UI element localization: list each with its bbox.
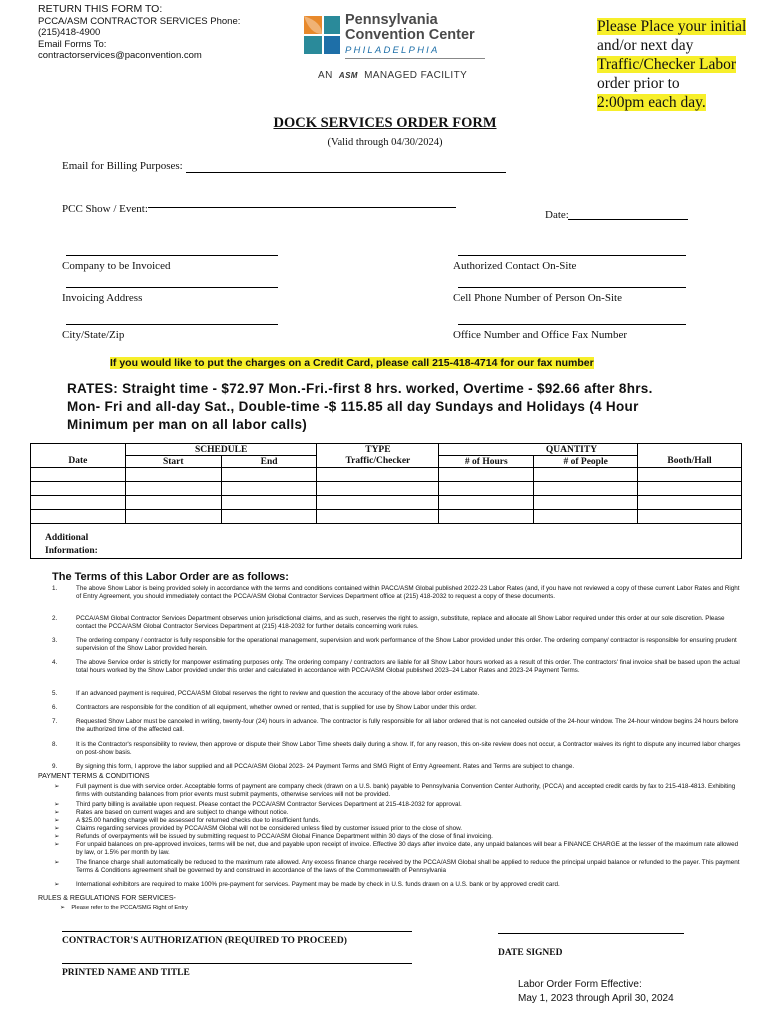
date-label: Date: [545,209,569,221]
table-cell[interactable] [439,510,534,524]
note-line: and/or next day [597,37,694,54]
return-email[interactable]: contractorservices@paconvention.com [38,50,202,61]
table-row [31,482,742,496]
logo-divider [345,58,485,59]
table-cell[interactable] [221,496,317,510]
table-cell[interactable] [534,510,638,524]
col-type: Traffic/Checker [317,456,439,468]
managed-prefix: AN [318,70,333,81]
term-text: The above Show Labor is being provided solely in accordance with the terms and conditions contained within PACC/ASM Global published 2022-23 Labor Rates (and, if you have not reviewed a copy of these current Labor Rates and Right of Entry Agreement, you should immediately contact the PCCA/ASM Global Contractor Services Department office at (215) 418-2032 to request a copy of these documents. [76,585,740,601]
term-text: By signing this form, I approve the labor supplied and all PCCA/ASM Global 2023- 24 Payment Terms and SMG Right of Entry Agreement. Rates and Terms are subject to change. [76,763,575,770]
additional-info-row [31,524,742,559]
table-cell[interactable] [439,468,534,482]
table-cell[interactable] [125,482,221,496]
table-cell[interactable] [534,482,638,496]
cell-field[interactable] [458,287,686,288]
term-text: Contractors are responsible for the condition of all equipment, whether owned or rented, that is supplied for use by Show Labor under this order. [76,704,477,711]
bullet-arrow-icon: ➢ [54,833,60,840]
payment-text: Third party billing is available upon request. Please contact the PCCA/ASM Contractor Services Department at 215-418-2032 for approval. [76,801,462,808]
additional-label-1: Additional [45,533,89,543]
type-group-header: TYPE [317,444,439,456]
table-header-row [31,456,742,468]
return-line: Email Forms To: [38,38,107,50]
term-number: 7. [52,718,58,725]
term-text: PCCA/ASM Global Contractor Services Department observes union jurisdictional claims, and as such, reserves the right to assign, substitute, replace and allocate all Show Labor required under this order at our sole discretion. Please contact the PCCA/ASM Global Contractor Services Department at (215) 418-2032 for further details concerning work rules. [76,615,725,631]
table-row [31,468,742,482]
table-cell[interactable] [125,468,221,482]
date-signed-label: DATE SIGNED [498,948,563,958]
term-number: 3. [52,637,58,644]
payment-text: The finance charge shall automatically be reduced to the maximum rate allowed. Any excess finance charge received by the PCCA/ASM Global shall be applied to reduce the principal unpaid balance or refunded to the payer. This payment Terms & Conditions agreement shall be governed by and construed in accordance of the laws of the Commonwealth of Pennsylvania [76,859,740,874]
payment-text: For unpaid balances on pre-approved invoices, terms will be net, due and payable upon receipt of invoice. Effective 30 days after invoice date, any unpaid balances will bear a FINANCE CHARGE at the lesser of the maximum rate allowed by law, or 1.5% per month by law. [76,841,739,856]
managed-suffix: MANAGED FACILITY [364,70,468,81]
header-cell [31,444,126,456]
term-text: If an advanced payment is required, PCCA/ASM Global reserves the right to review and question the accuracy of the above labor order estimate. [76,690,480,697]
col-hours: # of Hours [439,456,534,468]
term-text: It is the Contractor's responsibility to review, then approve or dispute their Show Labor Time sheets daily during a show. If, for any reason, this on-site review does not occur, a Contractor waives its right to dispute any incurred labor charges on post-show basis. [76,741,741,757]
payment-text: A $25.00 handling charge will be assessed for returned checks due to insufficient funds. [76,817,321,824]
table-cell[interactable] [534,496,638,510]
payment-terms-title: PAYMENT TERMS & CONDITIONS [38,773,150,780]
bullet-arrow-icon: ➢ [54,809,60,816]
note-line: order prior to [597,75,680,92]
table-cell[interactable] [125,510,221,524]
table-cell[interactable] [221,510,317,524]
credit-card-note-text: If you would like to put the charges on a Credit Card, please call 215-418-4714 for our fax number [110,357,594,369]
bullet-arrow-icon: ➢ [54,825,60,832]
logo-line-3: PHILADELPHIA [345,45,440,56]
col-people: # of People [534,456,638,468]
term-text: The above Service order is strictly for manpower estimating purposes only. The ordering company / contractors are liable for all Show Labor hours worked as a result of this order. The contractors' final invoice shall be based upon the actual total hours worked by the Show Labor provided under this order and calculated in accordance with PCCA/ASM Global published 2023–24 Labor Rates and 2023-24 Payment Terms. [76,659,740,675]
col-start: Start [125,456,221,468]
managed-facility-line [318,70,467,81]
table-cell[interactable] [317,496,439,510]
table-cell[interactable] [317,468,439,482]
table-row [31,496,742,510]
rules-title: RULES & REGULATIONS FOR SERVICES- [38,895,176,902]
email-label: Email for Billing Purposes: [62,160,183,172]
bullet-arrow-icon: ➢ [54,859,60,866]
printed-name-label: PRINTED NAME AND TITLE [62,968,190,978]
table-cell[interactable] [534,468,638,482]
additional-label-2: Information: [45,546,98,556]
show-label: PCC Show / Event: [62,203,148,215]
table-cell[interactable] [439,496,534,510]
date-signed-field[interactable] [498,933,684,934]
show-field[interactable] [148,207,456,208]
table-cell[interactable] [221,468,317,482]
bullet-arrow-icon: ➢ [54,783,60,790]
terms-title: The Terms of this Labor Order are as follows: [52,571,289,583]
company-label: Company to be Invoiced [62,260,171,272]
date-field[interactable] [568,219,688,220]
bullet-arrow-icon: ➢ [54,881,60,888]
logo-line-2: Convention Center [345,27,475,43]
initial-note [597,17,746,112]
col-end: End [221,456,317,468]
table-group-header-row [31,444,742,456]
table-row [31,510,742,524]
convention-center-logo-icon [300,12,344,58]
note-line: Traffic/Checker Labor [597,56,737,73]
table-cell[interactable] [638,468,742,482]
additional-info-cell[interactable] [31,524,742,559]
schedule-table [30,443,742,559]
quantity-group-header: QUANTITY [439,444,638,456]
table-cell[interactable] [125,496,221,510]
term-number: 8. [52,741,58,748]
printed-name-field[interactable] [62,963,412,964]
term-number: 5. [52,690,58,697]
city-field[interactable] [66,324,278,325]
rates-text: RATES: Straight time - $72.97 Mon.-Fri.-first 8 hrs. worked, Overtime - $92.66 after 8hrs. Mon- Fri and all-day Sat., Double-time -$ 115.85 all day Sundays and Holidays (4 Hour Minimum per man on all labor calls) [67,381,653,432]
return-line: (215)418-4900 [38,27,101,38]
payment-text: International exhibitors are required to make 100% pre-payment for services. Payment may be made by check in U.S. funds drawn on a U.S. bank or by approved credit card. [76,881,560,888]
contractor-authorization-label: CONTRACTOR'S AUTHORIZATION (REQUIRED TO PROCEED) [62,936,347,946]
valid-through: (Valid through 04/30/2024) [327,137,443,148]
cell-label: Cell Phone Number of Person On-Site [453,292,622,304]
schedule-group-header: SCHEDULE [125,444,317,456]
table-cell[interactable] [638,496,742,510]
bullet-arrow-icon: ➢ [60,905,65,911]
rules-item [60,905,188,911]
table-cell[interactable] [638,482,742,496]
return-line: PCCA/ASM CONTRACTOR SERVICES Phone: [38,15,241,27]
form-effective-note [518,978,674,1006]
payment-text: Claims regarding services provided by PCCA/ASM Global will not be considered unless filed by customer issued prior to the close of show. [76,825,463,832]
company-field[interactable] [66,255,278,256]
payment-text: Full payment is due with service order. Acceptable forms of payment are company check (drawn on a U.S. bank) payable to Pennsylvania Convention Center Authority, (PCCA) and accepted credit cards by fax to 215-418-4813. Exhibiting firms with outstanding balances from prior events must submit payments, otherwise services will not be provided. [76,783,736,798]
payment-text: Refunds of overpayments will be issued by submitting request to PCCA/ASM Global Finance Department within 30 days of the close of final invoicing. [76,833,493,840]
term-number: 9. [52,763,58,770]
bullet-arrow-icon: ➢ [54,801,60,808]
table-cell[interactable] [317,482,439,496]
office-field[interactable] [458,324,686,325]
contractor-signature-field[interactable] [62,931,412,932]
bullet-arrow-icon: ➢ [54,817,60,824]
payment-text: Rates are based on current wages and are subject to change without notice. [76,809,289,816]
credit-card-note [110,357,594,369]
return-address-block [38,4,240,62]
note-line: 2:00pm each day. [597,94,706,111]
table-cell[interactable] [31,496,126,510]
table-cell[interactable] [638,510,742,524]
asm-brand: ASM [338,71,358,80]
contact-field[interactable] [458,255,686,256]
col-booth: Booth/Hall [638,456,742,468]
term-text: Requested Show Labor must be canceled in writing, twenty-four (24) hours in advance. The contractor is fully responsible for all labor ordered that is not canceled outside of the 24-hour window. The 24-hour window begins 24 hours before the authorized time of the affected call. [76,718,739,734]
address-field[interactable] [66,287,278,288]
term-number: 4. [52,659,58,666]
email-field[interactable] [186,172,506,173]
address-label: Invoicing Address [62,292,143,304]
col-date: Date [31,456,126,468]
office-label: Office Number and Office Fax Number [453,329,628,341]
table-cell[interactable] [439,482,534,496]
term-number: 2. [52,615,58,622]
table-cell[interactable] [31,510,126,524]
term-text: The ordering company / contractor is fully responsible for the operational management, supervision and work performance of the Show Labor provided under this order. The ordering company/ contractor is responsible for ensuring prudent supervision of the Show Labor provided herein. [76,637,737,653]
term-number: 1. [52,585,58,592]
table-cell[interactable] [317,510,439,524]
table-cell[interactable] [221,482,317,496]
header-cell [638,444,742,456]
logo-line-1: Pennsylvania [345,12,438,28]
effective-line-1: Labor Order Form Effective: [518,979,642,990]
note-line: Please Place your initial [597,18,747,35]
effective-line-2: May 1, 2023 through April 30, 2024 [518,993,674,1004]
contact-label: Authorized Contact On-Site [453,260,577,272]
form-title: DOCK SERVICES ORDER FORM [273,115,497,131]
term-number: 6. [52,704,58,711]
rules-text: Please refer to the PCCA/SMG Right of Entry [71,905,188,911]
table-cell[interactable] [31,468,126,482]
bullet-arrow-icon: ➢ [54,841,60,848]
return-title: RETURN THIS FORM TO: [38,3,163,15]
city-label: City/State/Zip [62,329,125,341]
table-cell[interactable] [31,482,126,496]
